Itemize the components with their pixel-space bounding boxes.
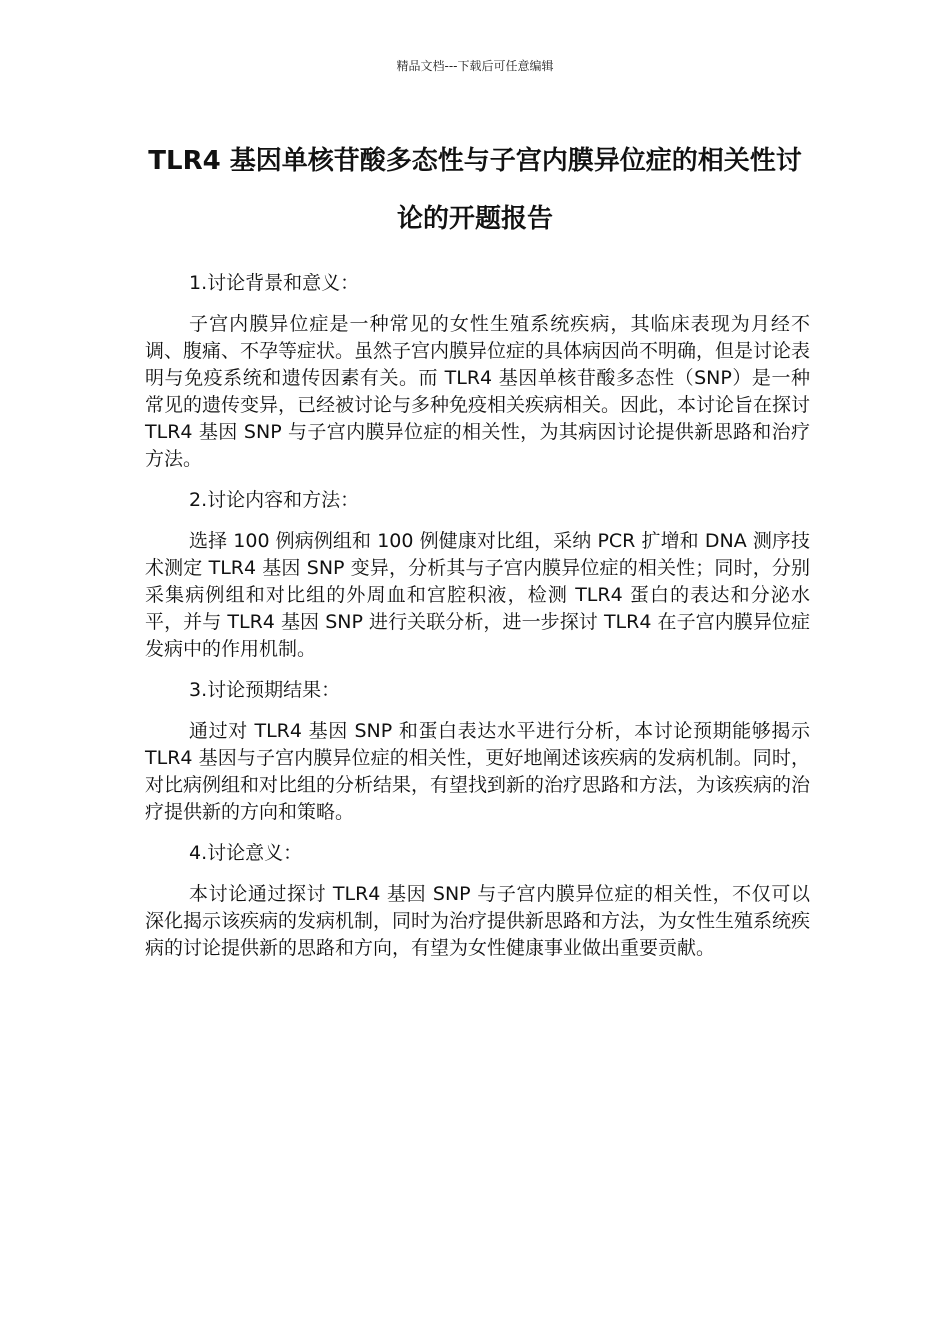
- document-body: [145, 270, 810, 962]
- section-3-heading: 3.讨论预期结果：: [189, 679, 341, 701]
- document-title: TLR4 基因单核苷酸多态性与子宫内膜异位症的相关性讨论的开题报告: [148, 146, 802, 234]
- page-header: 精品文档---下载后可任意编辑: [396, 59, 554, 73]
- section-1-heading: 1.讨论背景和意义：: [189, 272, 360, 294]
- section-3-body: 通过对 TLR4 基因 SNP 和蛋白表达水平进行分析，本讨论预期能够揭示 TLR4 基因与子宫内膜异位症的相关性，更好地阐述该疾病的发病机制。同时，对比病例组和对比组的分析结果，有望找到新的治疗思路和方法，为该疾病的治疗提供新的方向和策略。: [145, 720, 811, 823]
- section-2-heading: 2.讨论内容和方法：: [189, 489, 360, 511]
- section-1-body: 子宫内膜异位症是一种常见的女性生殖系统疾病，其临床表现为月经不调、腹痛、不孕等症状。虽然子宫内膜异位症的具体病因尚不明确，但是讨论表明与免疫系统和遗传因素有关。而 TLR4 基因单核苷酸多态性（SNP）是一种常见的遗传变异，已经被讨论与多种免疫相关疾病相关。因此，本讨论旨在探讨 TLR4 基因 SNP 与子宫内膜异位症的相关性，为其病因讨论提供新思路和治疗方法。: [145, 313, 811, 470]
- section-2-body: 选择 100 例病例组和 100 例健康对比组，采纳 PCR 扩增和 DNA 测序技术测定 TLR4 基因 SNP 变异，分析其与子宫内膜异位症的相关性；同时，分别采集病例组和对比组的外周血和宫腔积液，检测 TLR4 蛋白的表达和分泌水平，并与 TLR4 基因 SNP 进行关联分析，进一步探讨 TLR4 在子宫内膜异位症发病中的作用机制。: [145, 530, 810, 660]
- section-4-body: 本讨论通过探讨 TLR4 基因 SNP 与子宫内膜异位症的相关性，不仅可以深化揭示该疾病的发病机制，同时为治疗提供新思路和方法，为女性生殖系统疾病的讨论提供新的思路和方向，有望为女性健康事业做出重要贡献。: [145, 883, 811, 959]
- section-4-heading: 4.讨论意义：: [189, 842, 303, 864]
